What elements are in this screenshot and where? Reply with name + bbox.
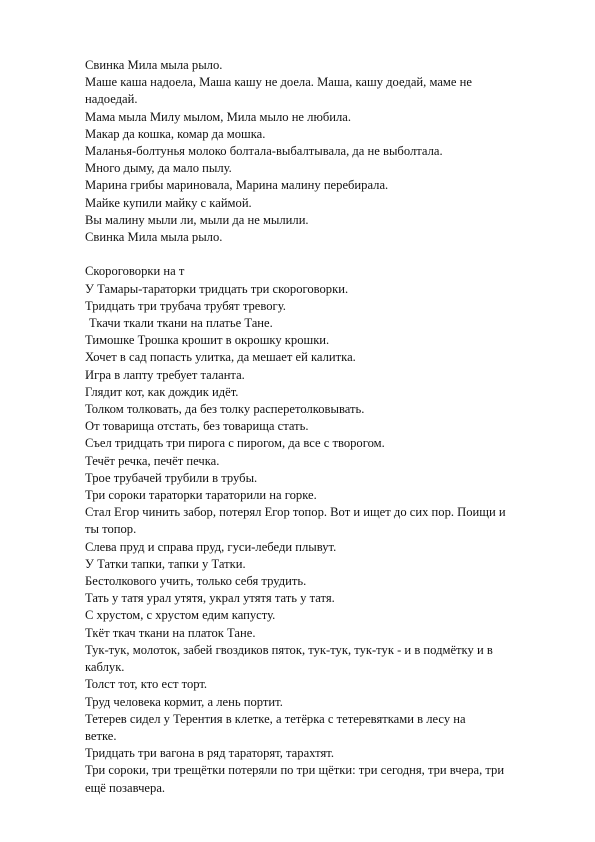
text-line: ещё позавчера. xyxy=(85,780,166,795)
text-line: Тетерев сидел у Терентия в клетке, а тетёрка с тетеревятками в лесу на xyxy=(85,711,466,726)
text-line: Макар да кошка, комар да мошка. xyxy=(85,126,266,141)
text-line: Стал Егор чинить забор, потерял Егор топор. Вот и ищет до сих пор. Поищи и xyxy=(85,505,506,520)
text-line: Тук-тук, молоток, забей гвоздиков пяток, тук-тук, тук-тук - и в подмётку и в xyxy=(85,642,493,657)
text-line: От товарища отстать, без товарища стать. xyxy=(85,419,309,434)
text-line: Тать у татя урал утятя, украл утятя тать у татя. xyxy=(85,591,335,606)
text-line: ветке. xyxy=(85,728,117,743)
text-line: каблук. xyxy=(85,660,125,675)
text-line: Ткачи ткали ткани на платье Тане. xyxy=(89,316,273,331)
text-line: Мама мыла Милу мылом, Мила мыло не любила. xyxy=(85,109,352,124)
text-line: Тридцать три трубача трубят тревогу. xyxy=(85,298,286,313)
text-line: Глядит кот, как дождик идёт. xyxy=(85,384,239,399)
text-line: Труд человека кормит, а лень портит. xyxy=(85,694,283,709)
text-line: Три сороки тараторки тараторили на горке. xyxy=(85,488,317,503)
text-line: Игра в лапту требует таланта. xyxy=(85,367,245,382)
text-line: У Татки тапки, тапки у Татки. xyxy=(85,556,246,571)
text-line: надоедай. xyxy=(85,92,138,107)
text-line: Майке купили майку с каймой. xyxy=(85,195,252,210)
text-line: С хрустом, с хрустом едим капусту. xyxy=(85,608,276,623)
document-page xyxy=(85,57,565,797)
blank-line xyxy=(85,246,565,263)
text-line: Маше каша надоела, Маша кашу не доела. Маша, кашу доедай, маме не xyxy=(85,75,472,90)
section-heading: Скороговорки на т xyxy=(85,264,185,279)
text-line: У Тамары-тараторки тридцать три скороговорки. xyxy=(85,281,349,296)
text-line: Маланья-болтунья молоко болтала-выбалтывала, да не выболтала. xyxy=(85,144,443,159)
text-line: ты топор. xyxy=(85,522,137,537)
text-line: Свинка Мила мыла рыло. xyxy=(85,58,223,72)
text-line: Хочет в сад попасть улитка, да мешает ей калитка. xyxy=(85,350,356,365)
text-line: Свинка Мила мыла рыло. xyxy=(85,230,223,245)
text-line: Бестолкового учить, только себя трудить. xyxy=(85,574,307,589)
text-line: Слева пруд и справа пруд, гуси-лебеди плывут. xyxy=(85,539,337,554)
text-line: Три сороки, три трещётки потеряли по три щётки: три сегодня, три вчера, три xyxy=(85,763,505,778)
text-line: Течёт речка, печёт печка. xyxy=(85,453,220,468)
text-line: Ткёт ткач ткани на платок Тане. xyxy=(85,625,256,640)
text-line: Толком толковать, да без толку расперетолковывать. xyxy=(85,402,365,417)
text-line: Вы малину мыли ли, мыли да не мылили. xyxy=(85,212,309,227)
text-line: Тимошке Трошка крошит в окрошку крошки. xyxy=(85,333,330,348)
text-line: Тридцать три вагона в ряд тараторят, тарахтят. xyxy=(85,746,334,761)
text-line: Толст тот, кто ест торт. xyxy=(85,677,208,692)
text-line: Марина грибы мариновала, Марина малину перебирала. xyxy=(85,178,389,193)
text-line: Много дыму, да мало пылу. xyxy=(85,161,232,176)
text-line: Трое трубачей трубили в трубы. xyxy=(85,470,258,485)
text-line: Съел тридцать три пирога с пирогом, да все с творогом. xyxy=(85,436,385,451)
